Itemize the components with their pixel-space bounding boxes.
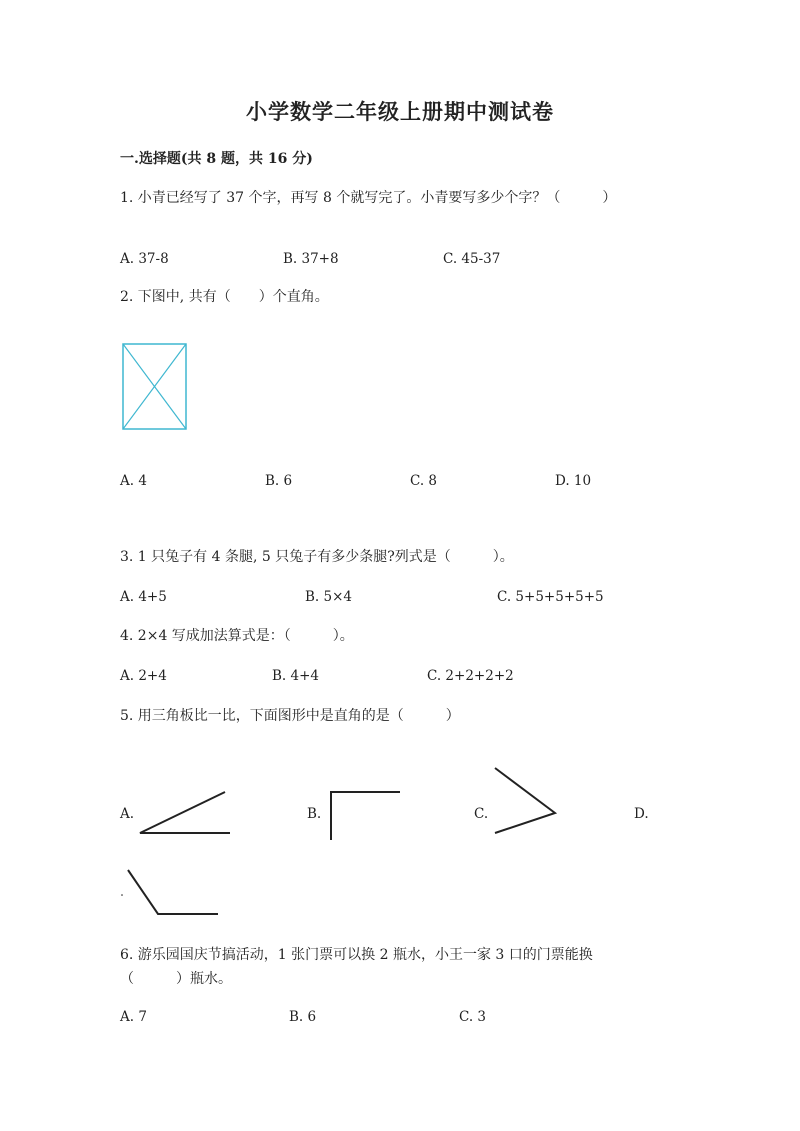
acute-angle-figure-c	[490, 764, 565, 839]
acute-angle-figure	[135, 788, 235, 838]
q5-option-a: A.	[120, 806, 135, 822]
q2-option-a: A. 4	[120, 473, 147, 489]
q1-option-b: B. 37+8	[283, 251, 339, 267]
page-title: 小学数学二年级上册期中测试卷	[246, 99, 554, 124]
obtuse-angle-figure	[120, 865, 225, 925]
q6-option-b: B. 6	[289, 1009, 317, 1025]
right-angle-figure	[326, 788, 406, 843]
q2-option-c: C. 8	[410, 473, 438, 489]
q4-option-c: C. 2+2+2+2	[427, 668, 514, 684]
question-6-line-1: 6. 游乐园国庆节搞活动，1 张门票可以换 2 瓶水，小王一家 3 口的门票能换	[120, 947, 593, 963]
q1-option-c: C. 45-37	[443, 251, 501, 267]
q5-option-b: B.	[307, 806, 322, 822]
question-6-line-2: （ ）瓶水。	[120, 971, 232, 987]
q3-option-a: A. 4+5	[120, 589, 167, 605]
q6-option-c: C. 3	[459, 1009, 487, 1025]
q4-option-b: B. 4+4	[272, 668, 319, 684]
question-4: 4. 2×4 写成加法算式是：（ ）。	[120, 628, 354, 644]
q4-option-a: A. 2+4	[120, 668, 167, 684]
question-5: 5. 用三角板比一比，下面图形中是直角的是（ ）	[120, 708, 460, 724]
question-1: 1. 小青已经写了 37 个字，再写 8 个就写完了。小青要写多少个字？（ ）	[120, 190, 617, 206]
section-heading: 一.选择题(共 8 题，共 16 分)	[120, 151, 313, 167]
q2-option-d: D. 10	[555, 473, 592, 489]
q3-option-b: B. 5×4	[305, 589, 352, 605]
question-2: 2. 下图中, 共有（ ）个直角。	[120, 289, 329, 305]
q3-option-c: C. 5+5+5+5+5	[497, 589, 604, 605]
question-3: 3. 1 只兔子有 4 条腿, 5 只兔子有多少条腿?列式是（ ）。	[120, 549, 514, 565]
q1-option-a: A. 37-8	[120, 251, 169, 267]
rectangle-figure	[120, 342, 190, 432]
q6-option-a: A. 7	[120, 1009, 147, 1025]
q2-option-b: B. 6	[265, 473, 293, 489]
q5-option-c: C.	[474, 806, 489, 822]
q5-option-d: D.	[634, 806, 649, 822]
